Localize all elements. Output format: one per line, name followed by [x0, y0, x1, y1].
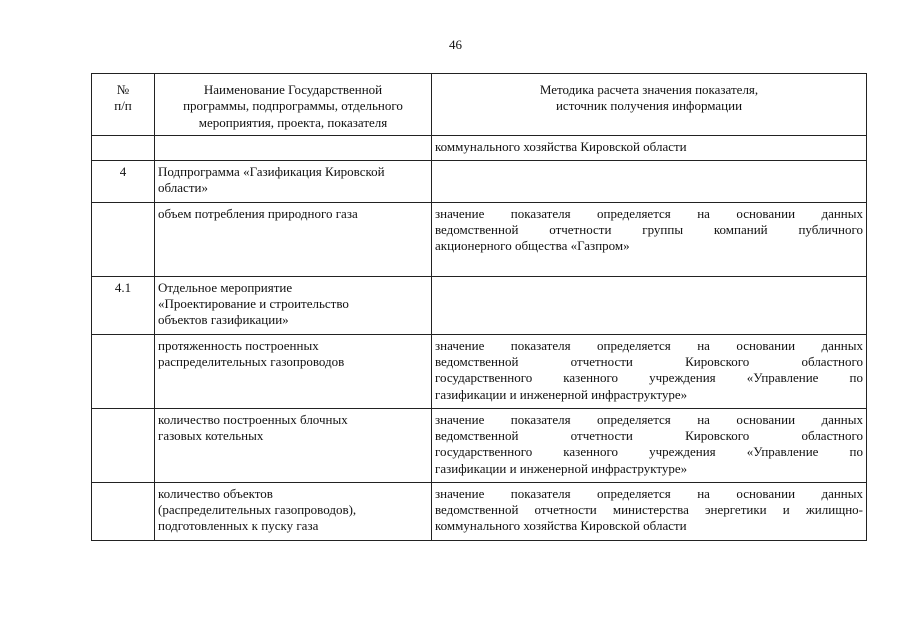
row-method	[432, 135, 867, 160]
text-line: подготовленных к пуску газа	[158, 518, 319, 534]
header-number	[92, 74, 155, 136]
table-row	[92, 276, 867, 334]
row-method	[432, 160, 867, 202]
table-row	[92, 334, 867, 408]
text-line: ведомственной отчетности министерства энергетики и жилищно-	[435, 502, 863, 518]
row-name	[155, 160, 432, 202]
text-line: газификации и инженерной инфраструктуре»	[435, 460, 688, 476]
row-name	[155, 135, 432, 160]
table-row	[92, 135, 867, 160]
row-number	[92, 408, 155, 482]
table-row	[92, 482, 867, 540]
text-line: коммунального хозяйства Кировской области	[435, 138, 687, 154]
indicator-methodology-table	[91, 73, 867, 541]
text-line: значение показателя определяется на основании данных	[435, 411, 863, 427]
row-name	[155, 202, 432, 276]
header-line: источник получения информации	[555, 98, 743, 114]
row-name	[155, 276, 432, 334]
text-line: количество объектов	[158, 485, 273, 501]
row-number	[92, 202, 155, 276]
row-method	[432, 334, 867, 408]
text-line: значение показателя определяется на основании данных	[435, 205, 863, 221]
text-line: Подпрограмма «Газификация Кировской	[158, 163, 385, 179]
text-line: объектов газификации»	[158, 312, 289, 328]
text-line: государственного казенного учреждения «Управление по	[435, 370, 863, 386]
table-row	[92, 160, 867, 202]
text-line: «Проектирование и строительство	[158, 296, 349, 312]
row-name	[155, 334, 432, 408]
row-number	[92, 334, 155, 408]
text-line: ведомственной отчетности группы компаний публичного	[435, 222, 863, 238]
text-line: объем потребления природного газа	[158, 205, 358, 221]
header-name	[155, 74, 432, 136]
row-method	[432, 408, 867, 482]
row-name	[155, 408, 432, 482]
table-row	[92, 408, 867, 482]
text-line: газификации и инженерной инфраструктуре»	[435, 386, 688, 402]
header-line: программы, подпрограммы, отдельного	[183, 98, 403, 114]
text-line: протяженность построенных	[158, 337, 319, 353]
text-line: газовых котельных	[158, 428, 264, 444]
text-line: Отдельное мероприятие	[158, 279, 293, 295]
row-method	[432, 276, 867, 334]
text-line: значение показателя определяется на основании данных	[435, 485, 863, 501]
header-line: п/п	[114, 98, 132, 114]
text-line: распределительных газопроводов	[158, 354, 345, 370]
row-number: 4	[92, 160, 155, 202]
text-line: значение показателя определяется на основании данных	[435, 337, 863, 353]
header-line: Наименование Государственной	[203, 82, 383, 97]
text-line: ведомственной отчетности Кировского областного	[435, 428, 863, 444]
row-method	[432, 482, 867, 540]
text-line: количество построенных блочных	[158, 411, 348, 427]
row-name	[155, 482, 432, 540]
header-line: №	[116, 82, 130, 97]
page-number: 46	[449, 37, 462, 52]
row-method	[432, 202, 867, 276]
text-line: коммунального хозяйства Кировской области	[435, 518, 687, 534]
text-line: области»	[158, 180, 208, 196]
table-row	[92, 202, 867, 276]
row-number	[92, 482, 155, 540]
text-line: (распределительных газопроводов),	[158, 502, 357, 518]
row-number	[92, 135, 155, 160]
text-line: акционерного общества «Газпром»	[435, 238, 630, 254]
table-header-row	[92, 74, 867, 136]
header-method	[432, 74, 867, 136]
text-line: государственного казенного учреждения «Управление по	[435, 444, 863, 460]
header-line: мероприятия, проекта, показателя	[198, 114, 388, 130]
row-number: 4.1	[92, 276, 155, 334]
text-line: ведомственной отчетности Кировского областного	[435, 354, 863, 370]
header-line: Методика расчета значения показателя,	[539, 82, 759, 97]
